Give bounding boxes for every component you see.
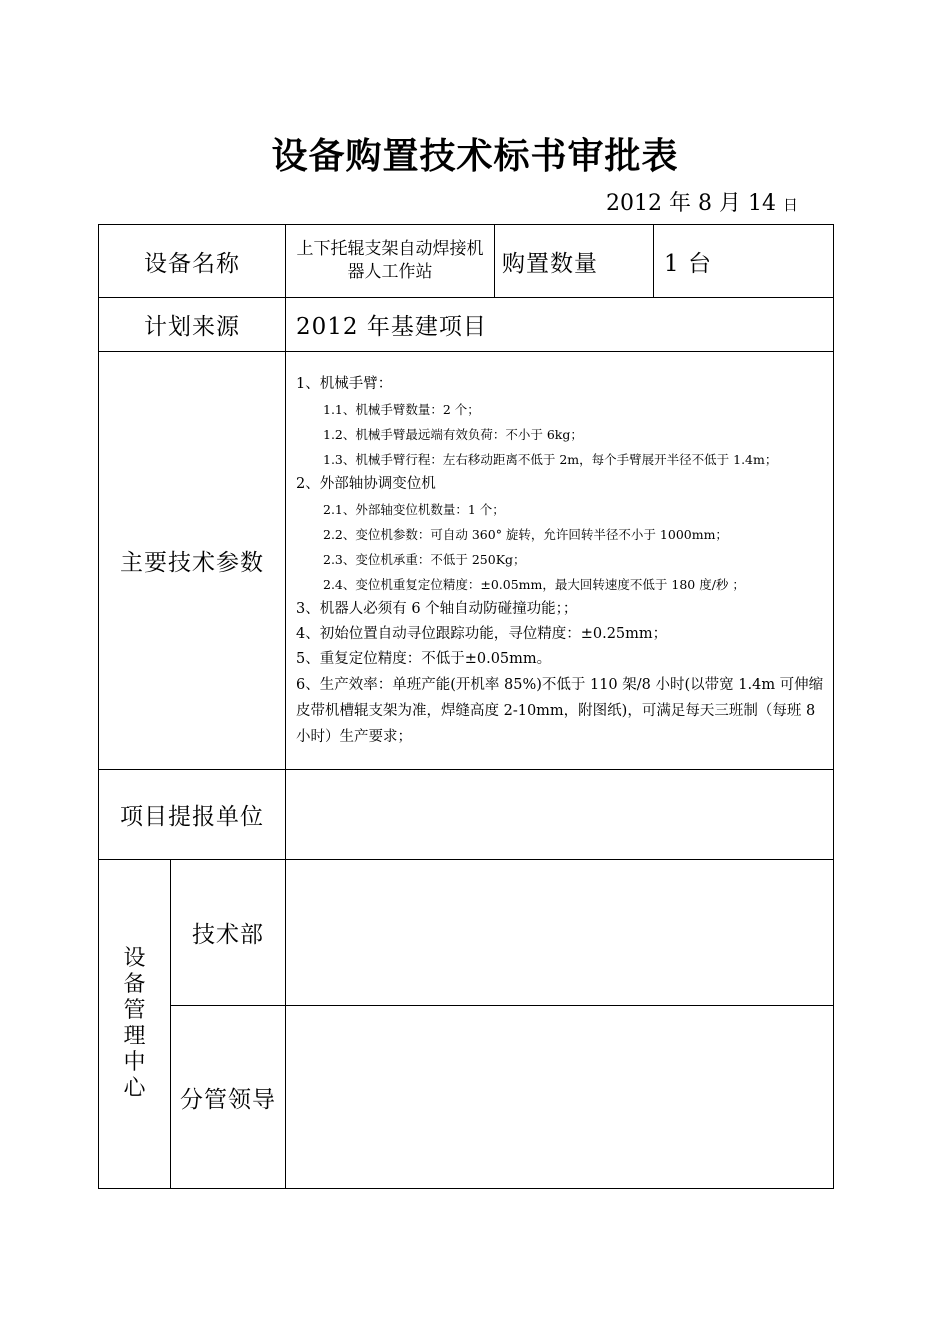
tech-dept-value[interactable] <box>286 860 833 1005</box>
param-line: 6、生产效率：单班产能(开机率 85%)不低于 110 架/8 小时(以带宽 1.4m 可伸缩皮带机槽辊支架为准，焊缝高度 2-10mm，附图纸)，可满足每天三班制（每班 8 小时）生产要求； <box>296 677 824 745</box>
plan-source-label: 计划来源 <box>144 314 240 340</box>
param-line: 1.3、机械手臂行程：左右移动距离不低于 2m，每个手臂展开半径不低于 1.4m； <box>323 452 778 467</box>
param-line: 2.3、变位机承重：不低于 250Kg； <box>323 552 526 567</box>
param-line: 1.1、机械手臂数量：2 个； <box>323 402 480 417</box>
column-divider <box>494 224 495 298</box>
param-line: 2.1、外部轴变位机数量：1 个； <box>323 502 505 517</box>
equipment-center-cell <box>99 860 170 1188</box>
param-line: 2.2、变位机参数：可自动 360° 旋转，允许回转半径不小于 1000mm； <box>323 527 728 542</box>
param-line: 3、机器人必须有 6 个轴自动防碰撞功能；； <box>296 601 578 617</box>
document-title: 设备购置技术标书审批表 <box>271 136 679 177</box>
param-line: 5、重复定位精度：不低于±0.05mm。 <box>296 651 552 667</box>
main-params-list <box>296 372 828 750</box>
leader-label: 分管领导 <box>180 1086 276 1113</box>
date-main: 2012 年 8 月 14 <box>606 191 776 216</box>
param-line: 2、外部轴协调变位机 <box>296 476 436 492</box>
project-unit-label: 项目提报单位 <box>120 804 264 830</box>
project-unit-value[interactable] <box>286 770 833 859</box>
date-day-char: 日 <box>782 196 798 214</box>
document-date <box>606 186 798 217</box>
quantity-value: 1 台 <box>664 250 712 277</box>
param-line: 1、机械手臂： <box>296 376 393 392</box>
table-border-right <box>833 224 834 1189</box>
equipment-name-label: 设备名称 <box>144 250 240 277</box>
equipment-name-value: 上下托辊支架自动焊接机器人工作站 <box>296 239 484 282</box>
param-line: 4、初始位置自动寻位跟踪功能，寻位精度：±0.25mm； <box>296 626 668 642</box>
quantity-label: 购置数量 <box>502 250 598 277</box>
main-params-label: 主要技术参数 <box>120 550 264 576</box>
plan-source-value: 2012 年基建项目 <box>296 314 487 340</box>
leader-value[interactable] <box>286 1006 833 1188</box>
param-line: 1.2、机械手臂最远端有效负荷：不小于 6kg； <box>323 427 583 442</box>
table-border-bottom <box>98 1188 834 1189</box>
column-divider <box>653 224 654 298</box>
equipment-center-label: 设备管理中心 <box>123 946 146 1101</box>
param-line: 2.4、变位机重复定位精度：±0.05mm，最大回转速度不低于 180 度/秒 ； <box>323 577 745 592</box>
tech-dept-label: 技术部 <box>192 922 264 948</box>
